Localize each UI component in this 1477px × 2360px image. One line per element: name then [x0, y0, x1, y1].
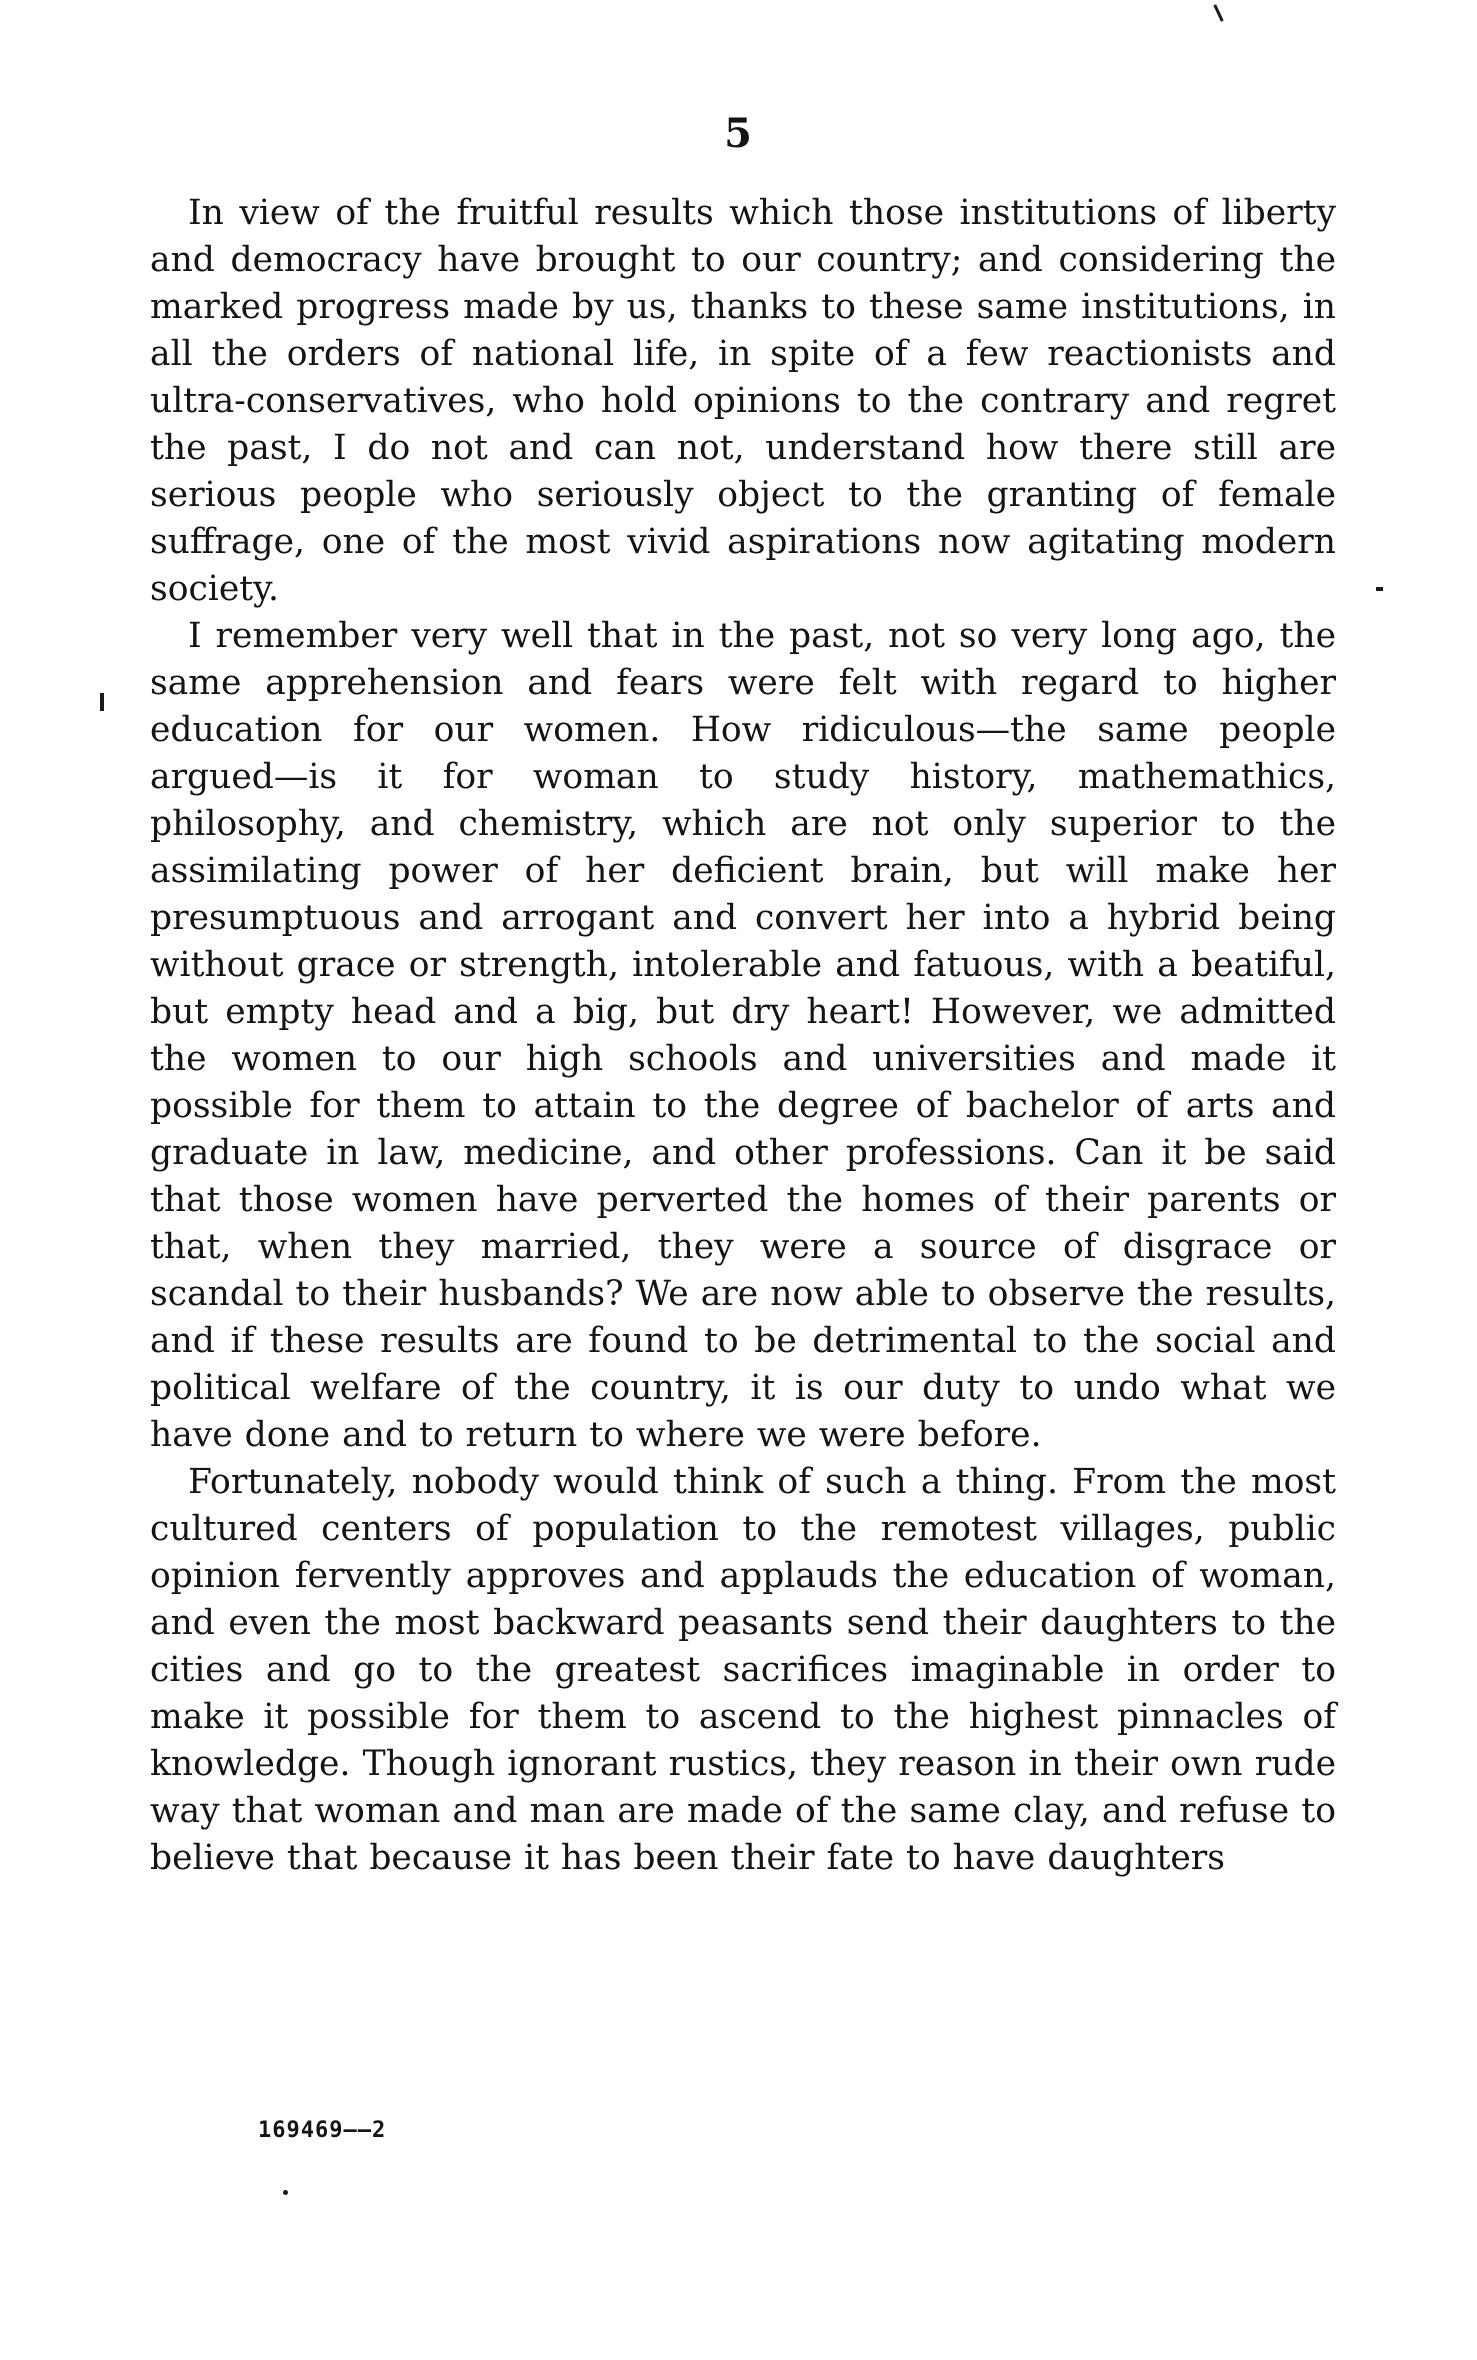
scan-speck: [100, 693, 104, 711]
signature-mark: 169469——2: [258, 2118, 387, 2143]
scan-speck: [1376, 587, 1383, 591]
paragraph-2: I remember very well that in the past, not so very long ago, the same apprehension and fears were felt with regard to higher education for our women. How ridiculous—the same people argued—is it for woman to study history, mathemathics, philosophy, and chemistry, which are not only superior to the assimilating power of her deficient brain, but will make her presumptuous and arrogant and convert her into a hybrid being without grace or strength, intolerable and fatuous, with a beatiful, but empty head and a big, but dry heart! However, we admitted the women to our high schools and universities and made it possible for them to attain to the degree of bachelor of arts and graduate in law, medicine, and other professions. Can it be said that those women have perverted the homes of their parents or that, when they married, they were a source of disgrace or scandal to their husbands? We are now able to observe the results, and if these results are found to be detrimental to the social and political welfare of the country, it is our duty to undo what we have done and to return to where we were before.: [150, 616, 1336, 1455]
body-text: [150, 190, 1336, 1882]
paragraph-3: Fortunately, nobody would think of such a thing. From the most cultured centers of population to the remotest villages, public opinion fervently approves and applauds the education of woman, and even the most backward peasants send their daughters to the cities and go to the greatest sacrifices imaginable in order to make it possible for them to ascend to the highest pinnacles of knowledge. Though ignorant rustics, they reason in their own rude way that woman and man are made of the same clay, and refuse to believe that because it has been their fate to have daughters: [150, 1462, 1336, 1878]
page-number: 5: [724, 110, 753, 157]
paragraph-1: In view of the fruitful results which those institutions of liberty and democracy have brought to our country; and considering the marked progress made by us, thanks to these same institutions, in all the orders of national life, in spite of a few reactionists and ultra-conservatives, who hold opinions to the contrary and regret the past, I do not and can not, understand how there still are serious people who seriously object to the granting of female suffrage, one of the most vivid aspirations now agitating modern society.: [150, 193, 1336, 609]
scan-speck: [283, 2190, 288, 2195]
scan-speck: [1213, 4, 1223, 22]
